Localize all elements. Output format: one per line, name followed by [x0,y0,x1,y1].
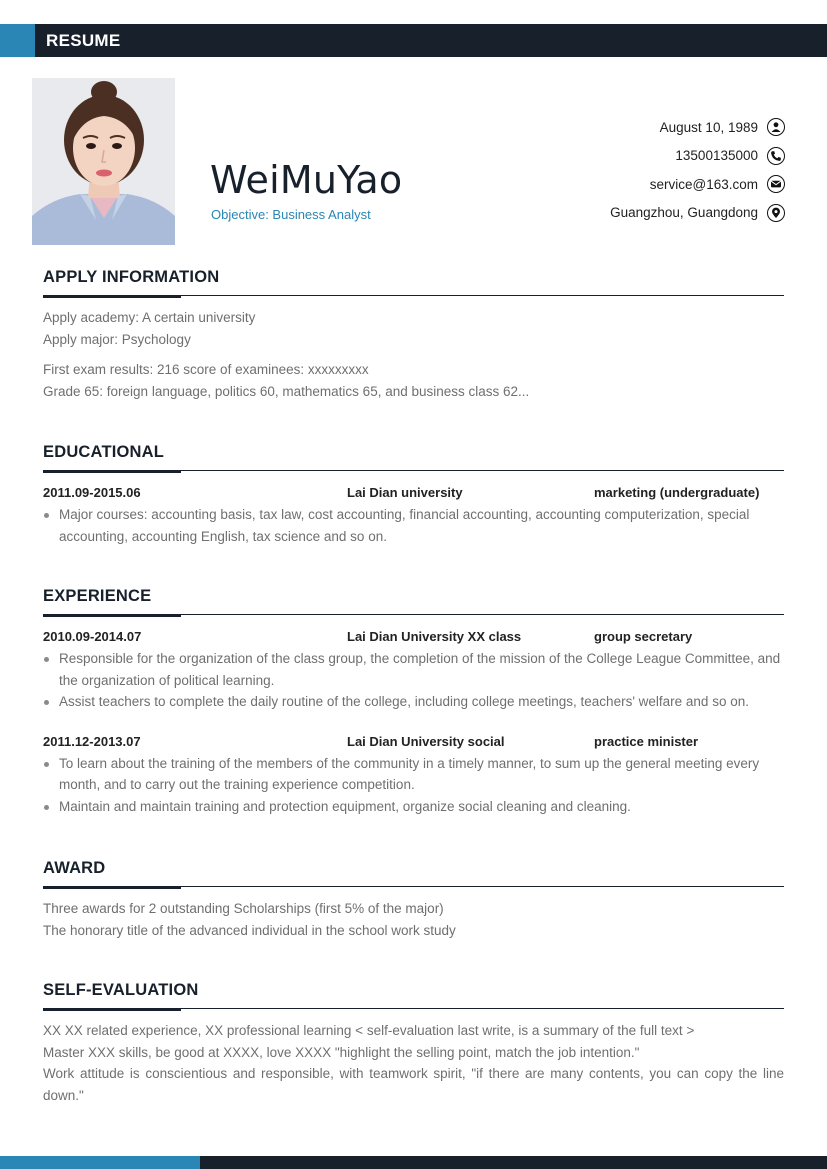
entry-role: practice minister [594,733,699,749]
section-divider [43,886,784,888]
contact-birthdate [610,113,785,142]
resume-label: RESUME [46,31,121,50]
phone-icon [767,147,785,165]
footer-accent [0,1156,200,1169]
person-icon [767,118,785,136]
list-item: Major courses: accounting basis, tax law, cost accounting, financial accounting, accounting computerization, special accounting, accounting English, tax science and so on. [43,504,784,547]
contact-location [610,199,785,228]
candidate-name: WeiMuYao [210,158,403,202]
list-item: Maintain and maintain training and protection equipment, organize social cleaning and cleaning. [43,796,784,818]
section-title: SELF-EVALUATION [43,981,199,999]
objective: Objective: Business Analyst [211,207,371,222]
self-eval-line: XX XX related experience, XX professional learning < self-evaluation last write, is a summary of the full text > [43,1023,695,1038]
section-title: AWARD [43,859,106,877]
entry-period: 2011.09-2015.06 [43,485,141,500]
header-bar [0,24,827,57]
education-entry-header [43,482,784,504]
entry-role: group secretary [594,629,693,644]
list-item: Responsible for the organization of the class group, the completion of the mission of the College League Committee, and the organization of political learning. [43,648,784,691]
section-self-evaluation [43,981,784,1106]
profile-photo [32,78,175,245]
section-divider [43,1008,784,1010]
self-eval-line: Work attitude is conscientious and responsible, with teamwork spirit, "if there are many contents, you can copy the line down." [43,1066,784,1103]
footer-bar [0,1156,827,1169]
section-divider [43,470,784,472]
section-educational [43,443,784,547]
exam-results: First exam results: 216 score of examinees: xxxxxxxxx [43,362,369,377]
list-item: To learn about the training of the members of the community in a timely manner, to sum up the general meeting every month, and to carry out the training experience competition. [43,753,784,796]
section-divider [43,614,784,616]
section-title: EXPERIENCE [43,587,152,605]
entry-org: Lai Dian University social [347,733,505,749]
grade-details: Grade 65: foreign language, politics 60, mathematics 65, and business class 62... [43,383,530,399]
section-apply-information [43,268,784,402]
entry-org: Lai Dian University XX class [347,629,522,644]
award-item: Three awards for 2 outstanding Scholarships (first 5% of the major) [43,901,444,916]
section-title: APPLY INFORMATION [43,268,220,286]
entry-period: 2011.12-2013.07 [43,733,141,749]
contact-phone [610,142,785,171]
location-icon [767,204,785,222]
contact-list [610,113,785,227]
contact-text: 13500135000 [675,148,758,164]
award-item: The honorary title of the advanced individual in the school work study [43,922,456,938]
mail-icon [767,175,785,193]
list-item: Assist teachers to complete the daily routine of the college, including college meetings, teachers' welfare and so on. [43,691,784,713]
section-award [43,859,784,941]
self-eval-line: Master XXX skills, be good at XXXX, love XXXX "highlight the selling point, match the job intention." [43,1044,640,1060]
experience-entry-header [43,626,784,648]
entry-school: Lai Dian university [347,485,463,500]
contact-email [610,170,785,199]
entry-major: marketing (undergraduate) [594,485,760,500]
apply-major: Apply major: Psychology [43,331,191,347]
entry-period: 2010.09-2014.07 [43,629,142,644]
contact-text: service@163.com [649,176,758,192]
experience-entry-header [43,731,784,753]
section-title: EDUCATIONAL [43,443,165,461]
section-experience [43,587,784,817]
header-accent [0,24,35,57]
section-divider [43,295,784,297]
contact-text: August 10, 1989 [659,119,758,135]
contact-text: Guangzhou, Guangdong [610,205,758,221]
apply-academy: Apply academy: A certain university [43,310,256,325]
